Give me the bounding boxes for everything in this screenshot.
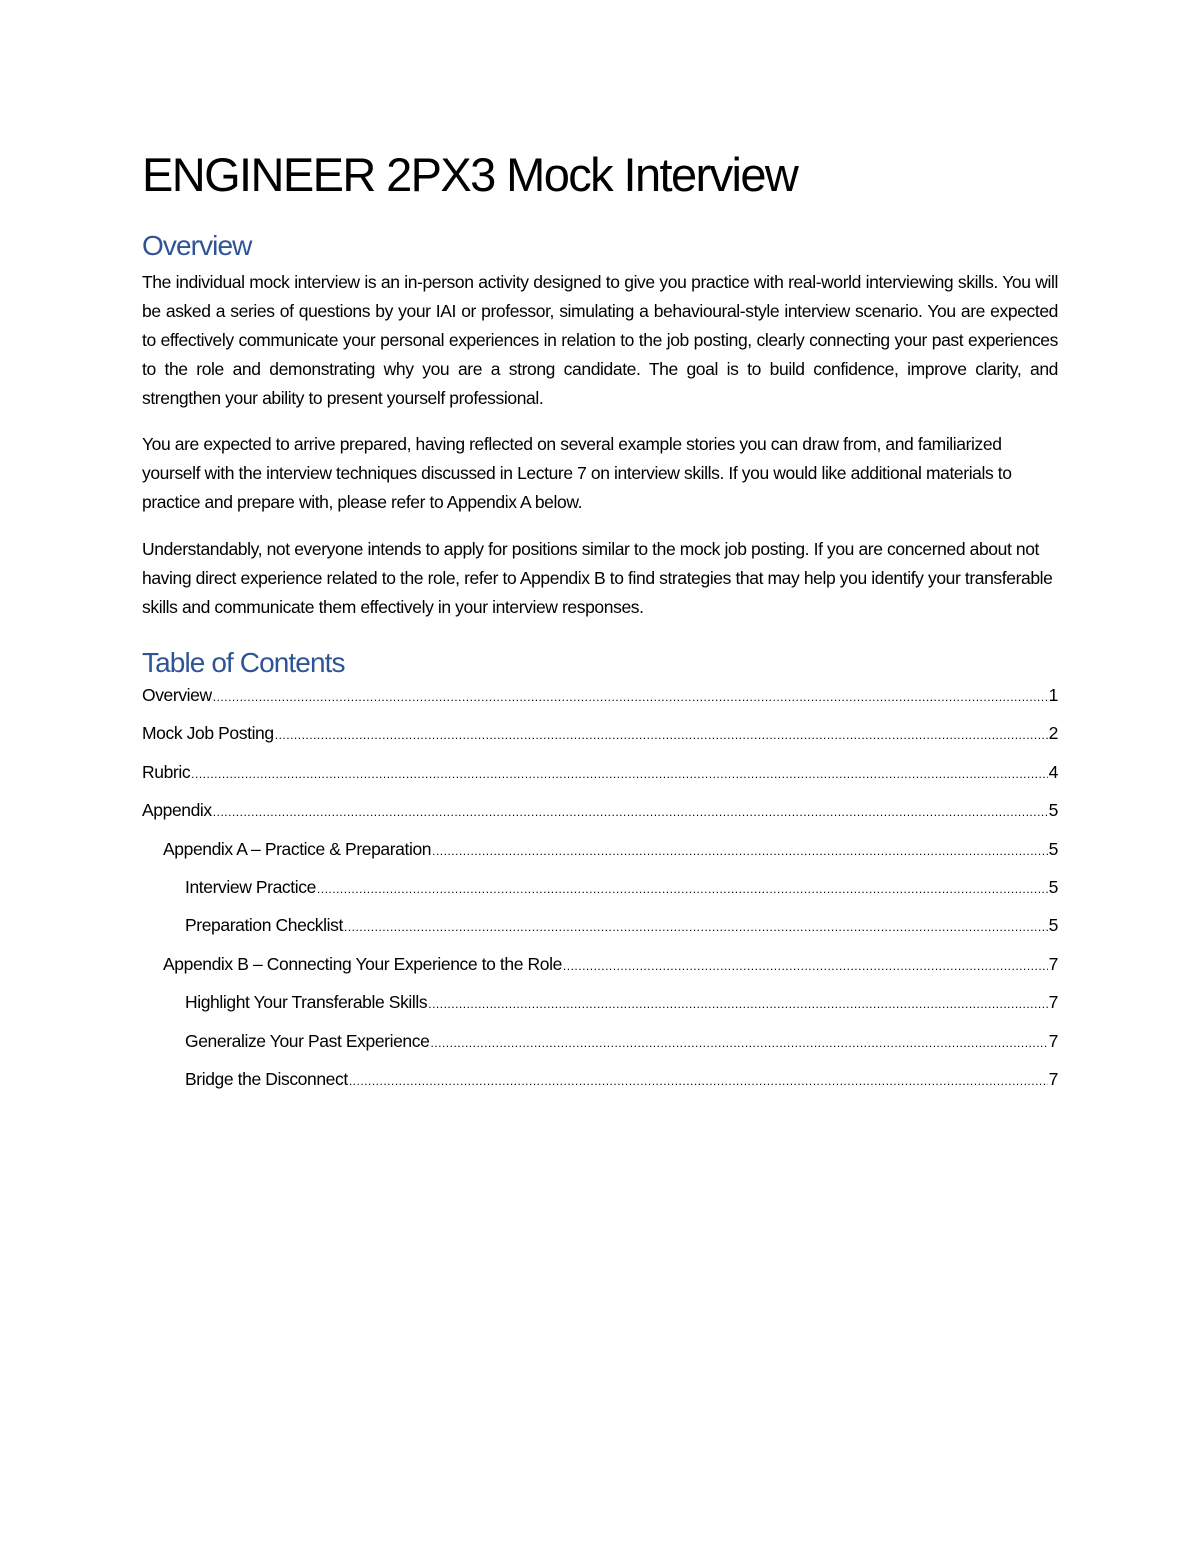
toc-entry-overview[interactable] [142, 680, 1058, 718]
toc-entry-label: Appendix B – Connecting Your Experience to the Role [163, 953, 562, 974]
overview-paragraph-1: The individual mock interview is an in-person activity designed to give you practice with real-world interviewing skills. You will be asked a series of questions by your IAI or professor, simulating a behavioural-style interview scenario. You are expected to effectively communicate your personal experiences in relation to the job posting, clearly connecting your past experiences to the role and demonstrating why you are a strong candidate. The goal is to build confidence, improve clarity, and strengthen your ability to present yourself professional. [142, 272, 1058, 408]
toc-dot-leader [317, 874, 1048, 904]
toc-entry-page: 4 [1048, 761, 1058, 782]
toc-entry-label: Appendix [142, 800, 212, 821]
toc-entry-page: 5 [1048, 838, 1058, 859]
toc-entry-label: Overview [142, 685, 212, 705]
toc-entry-appendix-a[interactable] [142, 834, 1058, 872]
toc-dot-leader [275, 720, 1048, 750]
overview-paragraph-2: You are expected to arrive prepared, having reflected on several example stories you can draw from, and familiarized yourself with the interview techniques discussed in Lecture 7 on interview skills. If you would like additional materials to practice and prepare with, please refer to Appendix A below. [142, 434, 1012, 512]
toc-entry-page: 7 [1048, 1030, 1058, 1051]
toc-entry-transferable-skills[interactable] [142, 987, 1058, 1025]
toc-entry-bridge-disconnect[interactable] [142, 1064, 1058, 1102]
toc-entry-page: 2 [1048, 723, 1058, 744]
toc-entry-label: Highlight Your Transferable Skills [185, 992, 428, 1013]
toc-entry-rubric[interactable] [142, 757, 1058, 795]
toc-entry-label: Preparation Checklist [185, 915, 343, 936]
toc-entry-page: 5 [1048, 800, 1058, 821]
toc-entry-appendix[interactable] [142, 795, 1058, 833]
toc-entry-page: 1 [1048, 685, 1058, 705]
toc-entry-page: 7 [1048, 992, 1058, 1013]
overview-paragraph-3: Understandably, not everyone intends to apply for positions similar to the mock job posting. If you are concerned about not having direct experience related to the role, refer to Appendix B to find strategies that may help you identify your transferable skills and communicate them effectively in your interview responses. [142, 539, 1053, 617]
toc-entry-preparation-checklist[interactable] [142, 910, 1058, 948]
toc-entry-generalize-experience[interactable] [142, 1026, 1058, 1064]
toc-entry-mock-job-posting[interactable] [142, 718, 1058, 756]
toc-dot-leader [213, 797, 1048, 827]
toc-entry-label: Appendix A – Practice & Preparation [163, 838, 432, 859]
toc-dot-leader [432, 836, 1048, 866]
toc-dot-leader [349, 1066, 1048, 1096]
toc-entry-page: 5 [1048, 915, 1058, 936]
toc-entry-label: Interview Practice [185, 876, 316, 897]
overview-heading: Overview [142, 230, 252, 261]
toc-entry-page: 7 [1048, 1068, 1058, 1089]
toc-heading: Table of Contents [142, 647, 345, 678]
toc-entry-label: Rubric [142, 761, 191, 782]
toc-entry-label: Mock Job Posting [142, 723, 274, 744]
toc-dot-leader [344, 912, 1048, 942]
toc-entry-page: 5 [1048, 876, 1058, 897]
toc-dot-leader [191, 759, 1047, 789]
toc-entry-page: 7 [1048, 953, 1058, 974]
toc-entry-interview-practice[interactable] [142, 872, 1058, 910]
table-of-contents [142, 680, 1058, 1102]
toc-entry-appendix-b[interactable] [142, 949, 1058, 987]
document-title: ENGINEER 2PX3 Mock Interview [142, 148, 798, 201]
toc-dot-leader [428, 989, 1047, 1019]
toc-dot-leader [213, 682, 1048, 712]
toc-entry-label: Generalize Your Past Experience [185, 1030, 430, 1051]
toc-dot-leader [430, 1028, 1047, 1058]
toc-entry-label: Bridge the Disconnect [185, 1068, 348, 1089]
toc-dot-leader [563, 951, 1048, 981]
